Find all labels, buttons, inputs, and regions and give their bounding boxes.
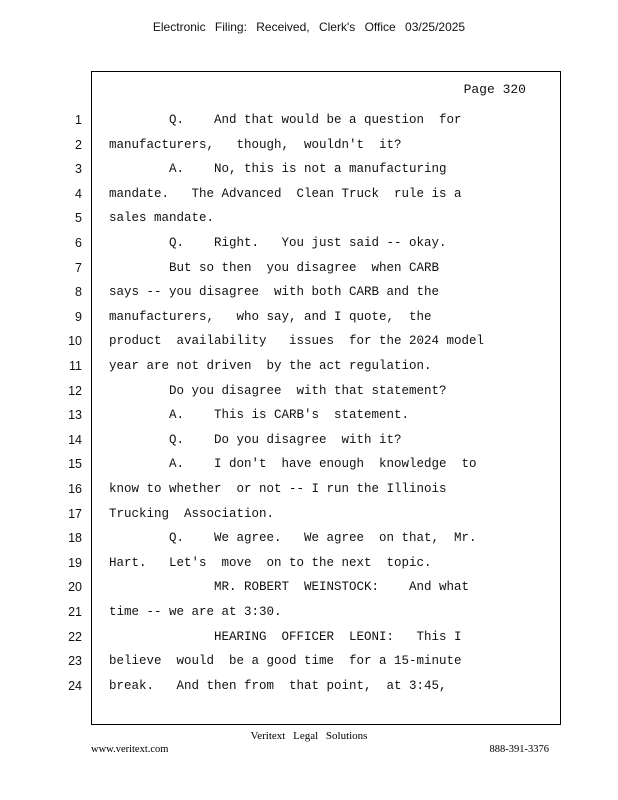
line-number: 1: [75, 113, 82, 127]
filing-header: Electronic Filing: Received, Clerk's Office 03/25/2025: [152, 20, 466, 34]
transcript-line: But so then you disagree when CARB: [109, 260, 440, 275]
transcript-line: manufacturers, though, wouldn't it?: [109, 137, 402, 152]
transcript-line: Hart. Let's move on to the next topic.: [109, 555, 432, 570]
transcript-line: MR. ROBERT WEINSTOCK: And what: [109, 580, 470, 595]
line-number: 9: [75, 309, 82, 324]
line-number: 8: [75, 285, 82, 300]
footer-company: Veritext Legal Solutions: [250, 730, 368, 742]
line-number: 16: [68, 482, 82, 496]
line-number: 13: [68, 408, 82, 423]
transcript-line: A. This is CARB's statement.: [109, 408, 410, 423]
line-number: 15: [68, 457, 82, 472]
line-number: 14: [68, 432, 82, 447]
transcript-line: year are not driven by the act regulation.: [109, 359, 432, 373]
transcript-line: Q. And that would be a question for: [109, 113, 462, 127]
line-number: 20: [68, 580, 82, 595]
transcript-line: know to whether or not -- I run the Illinois: [109, 482, 447, 496]
line-number: 19: [68, 555, 82, 570]
line-number: 3: [75, 162, 82, 177]
line-number: 2: [75, 137, 82, 152]
transcript-line: product availability issues for the 2024 model: [109, 334, 485, 349]
line-number: 7: [75, 260, 82, 275]
transcript-line: Q. We agree. We agree on that, Mr.: [109, 531, 477, 546]
transcript-line: manufacturers, who say, and I quote, the: [109, 309, 432, 324]
transcript-line: says -- you disagree with both CARB and the: [109, 285, 440, 300]
line-number: 24: [68, 678, 82, 693]
transcript-line: break. And then from that point, at 3:45,: [109, 678, 447, 693]
footer-phone: 888-391-3376: [489, 744, 549, 755]
transcript-line: A. No, this is not a manufacturing: [109, 162, 447, 177]
line-number: 12: [68, 383, 82, 398]
line-number: 5: [75, 211, 82, 226]
transcript-line: Do you disagree with that statement?: [109, 383, 447, 398]
transcript-line: time -- we are at 3:30.: [109, 605, 282, 619]
transcript-line: Q. Right. You just said -- okay.: [109, 236, 447, 250]
transcript-line: sales mandate.: [109, 211, 215, 226]
line-number: 11: [69, 359, 82, 373]
page-number: Page 320: [463, 82, 526, 97]
transcript-line: mandate. The Advanced Clean Truck rule is a: [109, 186, 462, 201]
transcript-line: Trucking Association.: [109, 506, 275, 521]
line-number: 22: [68, 629, 82, 644]
line-number: 21: [68, 605, 82, 619]
line-number: 23: [68, 654, 82, 669]
line-number: 4: [75, 186, 82, 201]
line-number: 10: [68, 334, 82, 349]
line-number: 17: [68, 506, 82, 521]
footer-website: www.veritext.com: [91, 744, 169, 755]
line-number: 18: [68, 531, 82, 546]
line-number: 6: [75, 236, 82, 250]
transcript-line: HEARING OFFICER LEONI: This I: [109, 629, 462, 644]
transcript-line: A. I don't have enough knowledge to: [109, 457, 477, 472]
transcript-line: Q. Do you disagree with it?: [109, 432, 402, 447]
transcript-line: believe would be a good time for a 15-minute: [109, 654, 462, 669]
